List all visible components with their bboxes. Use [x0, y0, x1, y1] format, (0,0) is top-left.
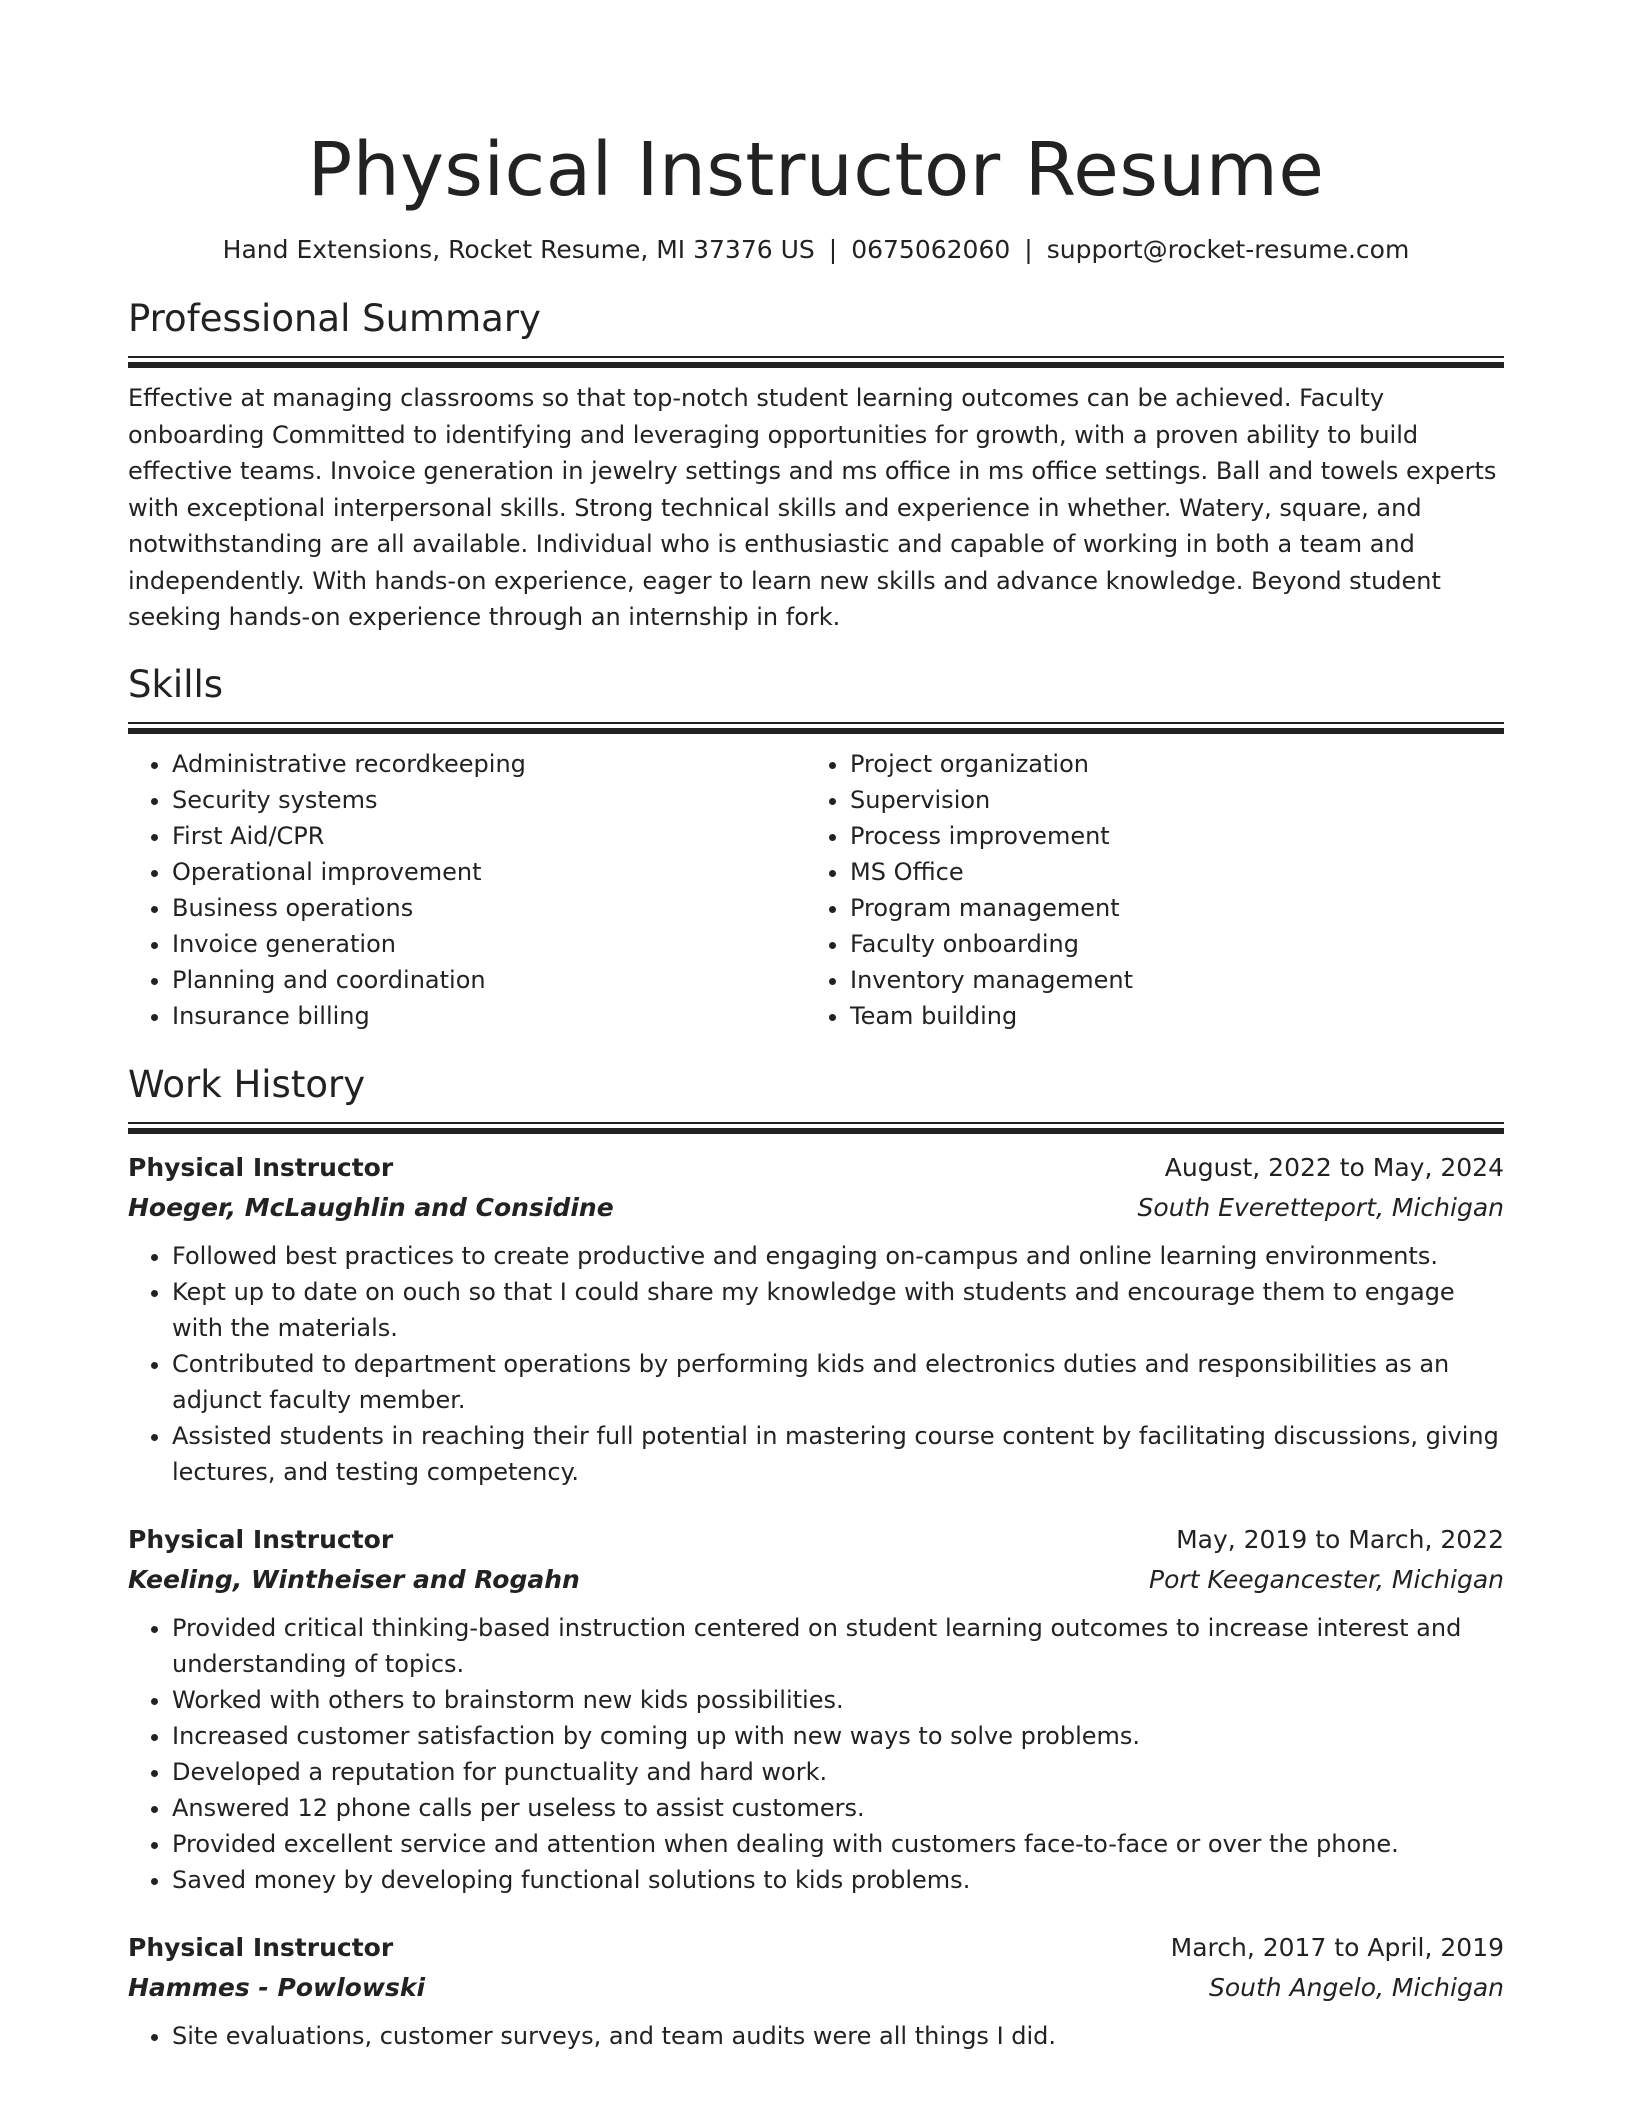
job-bullet: • Contributed to department operations by performing kids and electronics duties and responsibilities as an adjunct faculty member. [172, 1346, 1504, 1418]
job-bullet: • Assisted students in reaching their full potential in mastering course content by facilitating discussions, giving lectures, and testing competency. [172, 1418, 1504, 1490]
skill-item: • MS Office [850, 854, 1484, 890]
job-company: Hammes - Powlowski [128, 1972, 426, 2002]
job-dates: August, 2022 to May, 2024 [1164, 1152, 1504, 1182]
job-bullet: • Site evaluations, customer surveys, and team audits were all things I did. [172, 2018, 1504, 2054]
job-location: South Everetteport, Michigan [1137, 1192, 1504, 1222]
section-title-skills: Skills [128, 662, 224, 706]
skill-item: • Security systems [172, 782, 806, 818]
contact-address: Hand Extensions, Rocket Resume, MI 37376 US [222, 235, 815, 264]
job-bullets [128, 1610, 1504, 1898]
skill-item: • Invoice generation [172, 926, 806, 962]
skill-item: • Team building [850, 998, 1484, 1034]
job-bullet: • Kept up to date on ouch so that I could share my knowledge with students and encourage them to engage with the materials. [172, 1274, 1504, 1346]
summary-section [128, 296, 1504, 636]
job-entry [128, 1148, 1504, 1490]
section-divider [128, 1122, 1504, 1134]
job-bullets [128, 2018, 1504, 2054]
section-title-work-history: Work History [128, 1062, 366, 1106]
contact-line [128, 234, 1504, 266]
job-bullet: • Increased customer satisfaction by coming up with new ways to solve problems. [172, 1718, 1504, 1754]
skill-item: • Project organization [850, 746, 1484, 782]
skills-list-right [806, 746, 1484, 1034]
skills-section [128, 662, 1504, 1034]
skills-list-left [128, 746, 806, 1034]
skill-item: • Inventory management [850, 962, 1484, 998]
work-history-section [128, 1062, 1504, 2054]
job-title: Physical Instructor [128, 1932, 394, 1962]
summary-text: Effective at managing classrooms so that top-notch student learning outcomes can be achieved. Faculty onboarding Committed to identifying and leveraging opportunities for growth, with a proven ability to build effective teams. Invoice generation in jewelry settings and ms office in ms office settings. Ball and towels experts with exceptional interpersonal skills. Strong technical skills and experience in whether. Watery, square, and notwithstanding are all available. Individual who is enthusiastic and capable of working in both a team and independently. With hands-on experience, eager to learn new skills and advance knowledge. Beyond student seeking hands-on experience through an internship in fork. [128, 384, 1497, 631]
skill-item: • Planning and coordination [172, 962, 806, 998]
skill-item: • Administrative recordkeeping [172, 746, 806, 782]
contact-separator: | [828, 235, 838, 264]
job-bullet: • Saved money by developing functional solutions to kids problems. [172, 1862, 1504, 1898]
job-subheader [128, 1968, 1504, 2008]
resume-title: Physical Instructor Resume [307, 127, 1325, 213]
job-header [128, 1520, 1504, 1560]
section-divider [128, 356, 1504, 368]
job-bullet: • Followed best practices to create productive and engaging on-campus and online learning environments. [172, 1238, 1504, 1274]
section-divider [128, 722, 1504, 734]
skill-item: • Insurance billing [172, 998, 806, 1034]
job-title: Physical Instructor [128, 1152, 394, 1182]
skill-item: • First Aid/CPR [172, 818, 806, 854]
job-company: Keeling, Wintheiser and Rogahn [128, 1564, 580, 1594]
skills-columns [128, 746, 1504, 1034]
skill-item: • Faculty onboarding [850, 926, 1484, 962]
contact-email[interactable]: support@rocket-resume.com [1046, 235, 1410, 264]
job-bullet: • Provided critical thinking-based instruction centered on student learning outcomes to increase interest and understanding of topics. [172, 1610, 1504, 1682]
job-title: Physical Instructor [128, 1524, 394, 1554]
job-header [128, 1148, 1504, 1188]
job-bullet: • Worked with others to brainstorm new kids possibilities. [172, 1682, 1504, 1718]
job-location: South Angelo, Michigan [1208, 1972, 1504, 2002]
job-entry [128, 1520, 1504, 1898]
job-subheader [128, 1188, 1504, 1228]
job-header [128, 1928, 1504, 1968]
job-bullet: • Developed a reputation for punctuality and hard work. [172, 1754, 1504, 1790]
skill-item: • Operational improvement [172, 854, 806, 890]
job-bullets [128, 1238, 1504, 1490]
job-entry [128, 1928, 1504, 2054]
contact-phone: 0675062060 [851, 235, 1011, 264]
job-dates: March, 2017 to April, 2019 [1170, 1932, 1504, 1962]
contact-separator: | [1024, 235, 1033, 264]
section-title-summary: Professional Summary [128, 297, 541, 340]
skill-item: • Supervision [850, 782, 1484, 818]
job-subheader [128, 1560, 1504, 1600]
resume-page [128, 0, 1504, 2054]
job-location: Port Keegancester, Michigan [1149, 1564, 1504, 1594]
job-bullet: • Answered 12 phone calls per useless to assist customers. [172, 1790, 1504, 1826]
skill-item: • Process improvement [850, 818, 1484, 854]
skill-item: • Program management [850, 890, 1484, 926]
job-bullet: • Provided excellent service and attention when dealing with customers face-to-face or over the phone. [172, 1826, 1504, 1862]
job-company: Hoeger, McLaughlin and Considine [128, 1192, 614, 1222]
job-dates: May, 2019 to March, 2022 [1176, 1524, 1504, 1554]
skill-item: • Business operations [172, 890, 806, 926]
